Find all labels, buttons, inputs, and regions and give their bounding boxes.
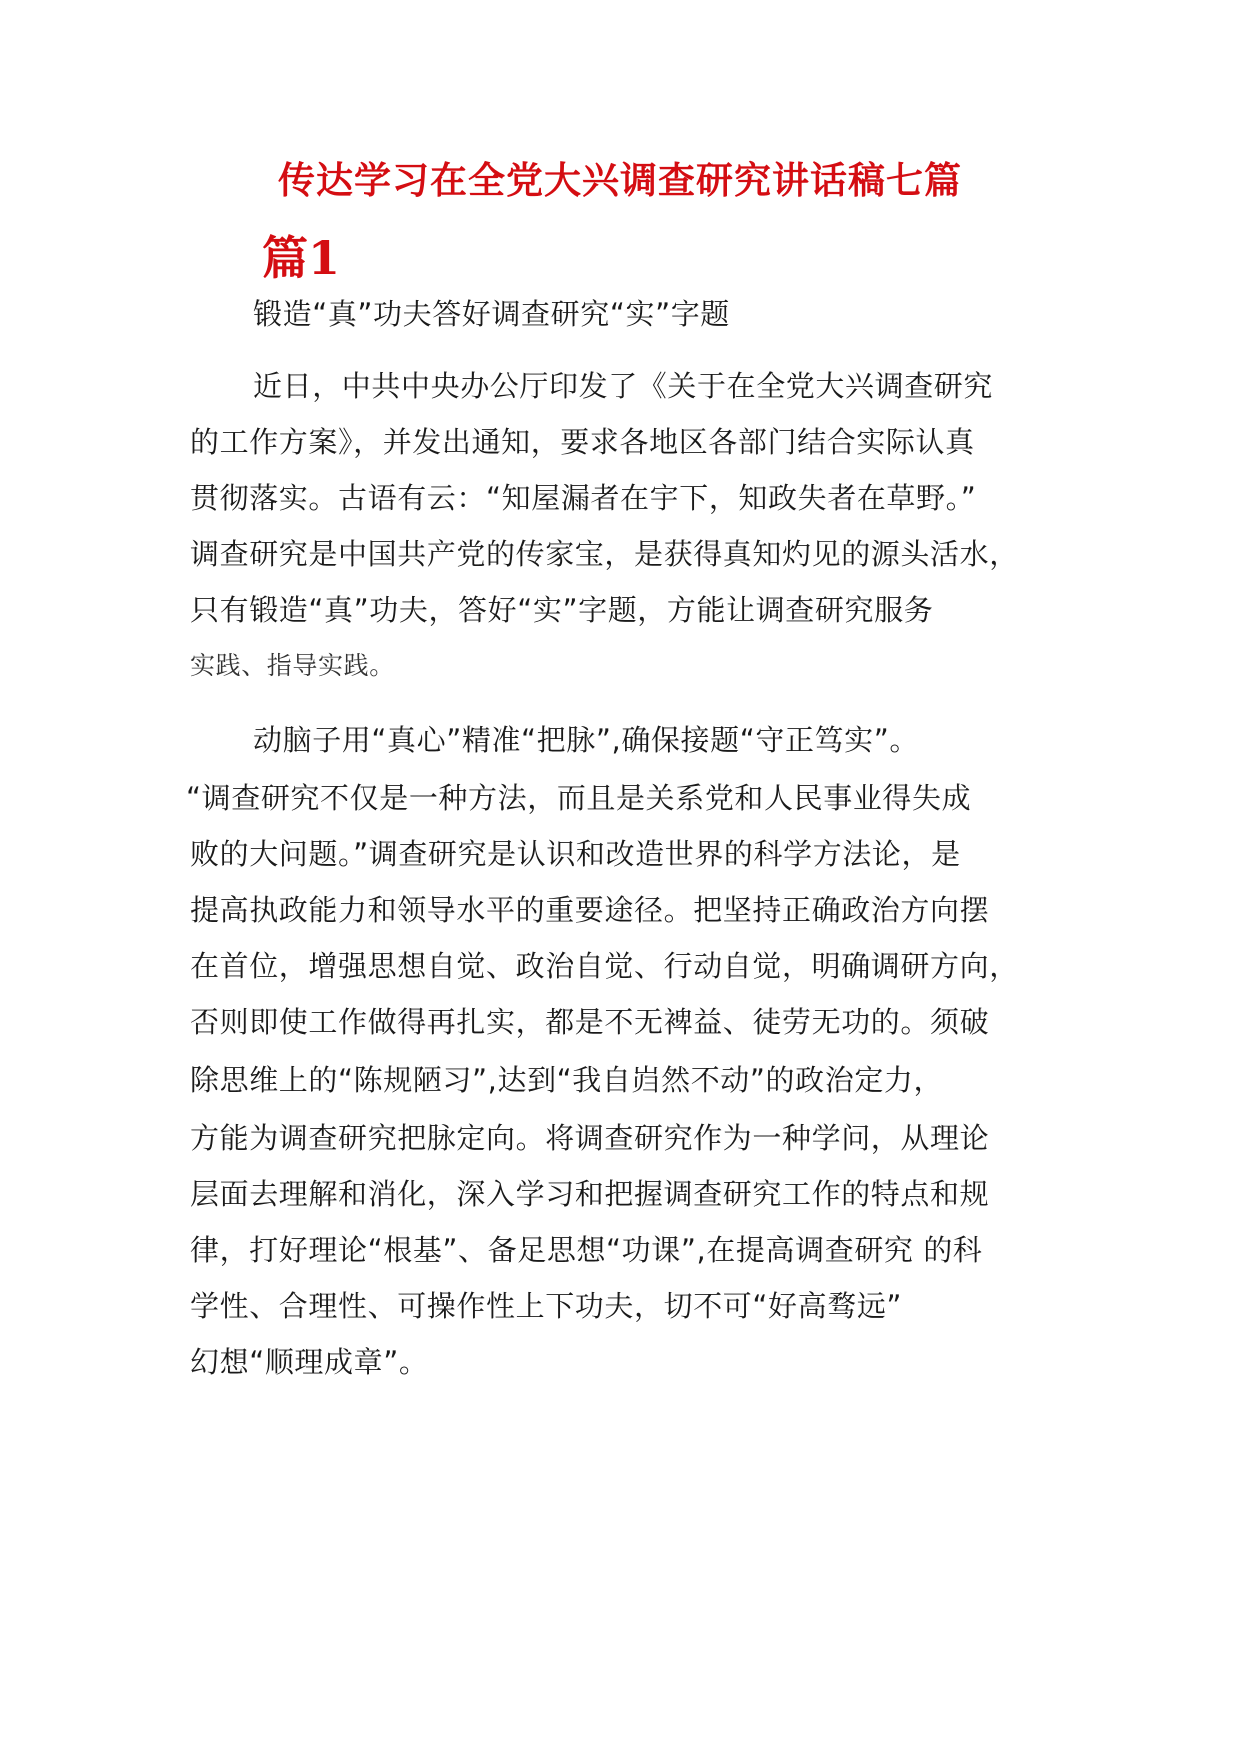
- paragraph-line: 否则即使工作做得再扎实，都是不无裨益、徒劳无功的。须破: [190, 1005, 990, 1039]
- paragraph-line: 学性、合理性、可操作性上下功夫，切不可“好高骛远”: [190, 1289, 903, 1323]
- paragraph-line: 律，打好理论“根基”、备足思想“功课”,在提高调查研究 的科: [190, 1233, 983, 1267]
- article-subtitle: 锻造“真”功夫答好调查研究“实”字题: [253, 297, 730, 331]
- paragraph-line: 幻想“顺理成章”。: [190, 1345, 429, 1379]
- paragraph-line: 动脑子用“真心”精准“把脉”,确保接题“守正笃实”。: [253, 723, 919, 757]
- paragraph-line: 败的大问题。”调查研究是认识和改造世界的科学方法论，是: [190, 837, 961, 871]
- paragraph-line: 层面去理解和消化，深入学习和把握调查研究工作的特点和规: [190, 1177, 990, 1211]
- paragraph-line: 贯彻落实。古语有云：“知屋漏者在宇下，知政失者在草野。”: [190, 481, 977, 515]
- paragraph-line: 在首位，增强思想自觉、政治自觉、行动自觉，明确调研方向，: [190, 949, 1019, 983]
- paragraph-line: 近日，中共中央办公厅印发了《关于在全党大兴调查研究: [253, 369, 994, 403]
- paragraph-line: “调查研究不仅是一种方法，而且是关系党和人民事业得失成: [186, 781, 972, 815]
- section-heading: 篇1: [262, 231, 341, 285]
- document-title: 传达学习在全党大兴调查研究讲话稿七篇: [278, 158, 962, 202]
- paragraph-line: 除思维上的“陈规陋习”,达到“我自岿然不动”的政治定力，: [190, 1063, 944, 1097]
- paragraph-line: 调查研究是中国共产党的传家宝，是获得真知灼见的源头活水，: [190, 537, 1019, 571]
- paragraph-line: 的工作方案》，并发出通知，要求各地区各部门结合实际认真: [190, 425, 975, 459]
- paragraph-line: 只有锻造“真”功夫，答好“实”字题，方能让调查研究服务: [190, 593, 934, 627]
- paragraph-line: 实践、指导实践。: [190, 651, 395, 680]
- paragraph-line: 方能为调查研究把脉定向。将调查研究作为一种学问，从理论: [190, 1121, 990, 1155]
- paragraph-line: 提高执政能力和领导水平的重要途径。把坚持正确政治方向摆: [190, 893, 990, 927]
